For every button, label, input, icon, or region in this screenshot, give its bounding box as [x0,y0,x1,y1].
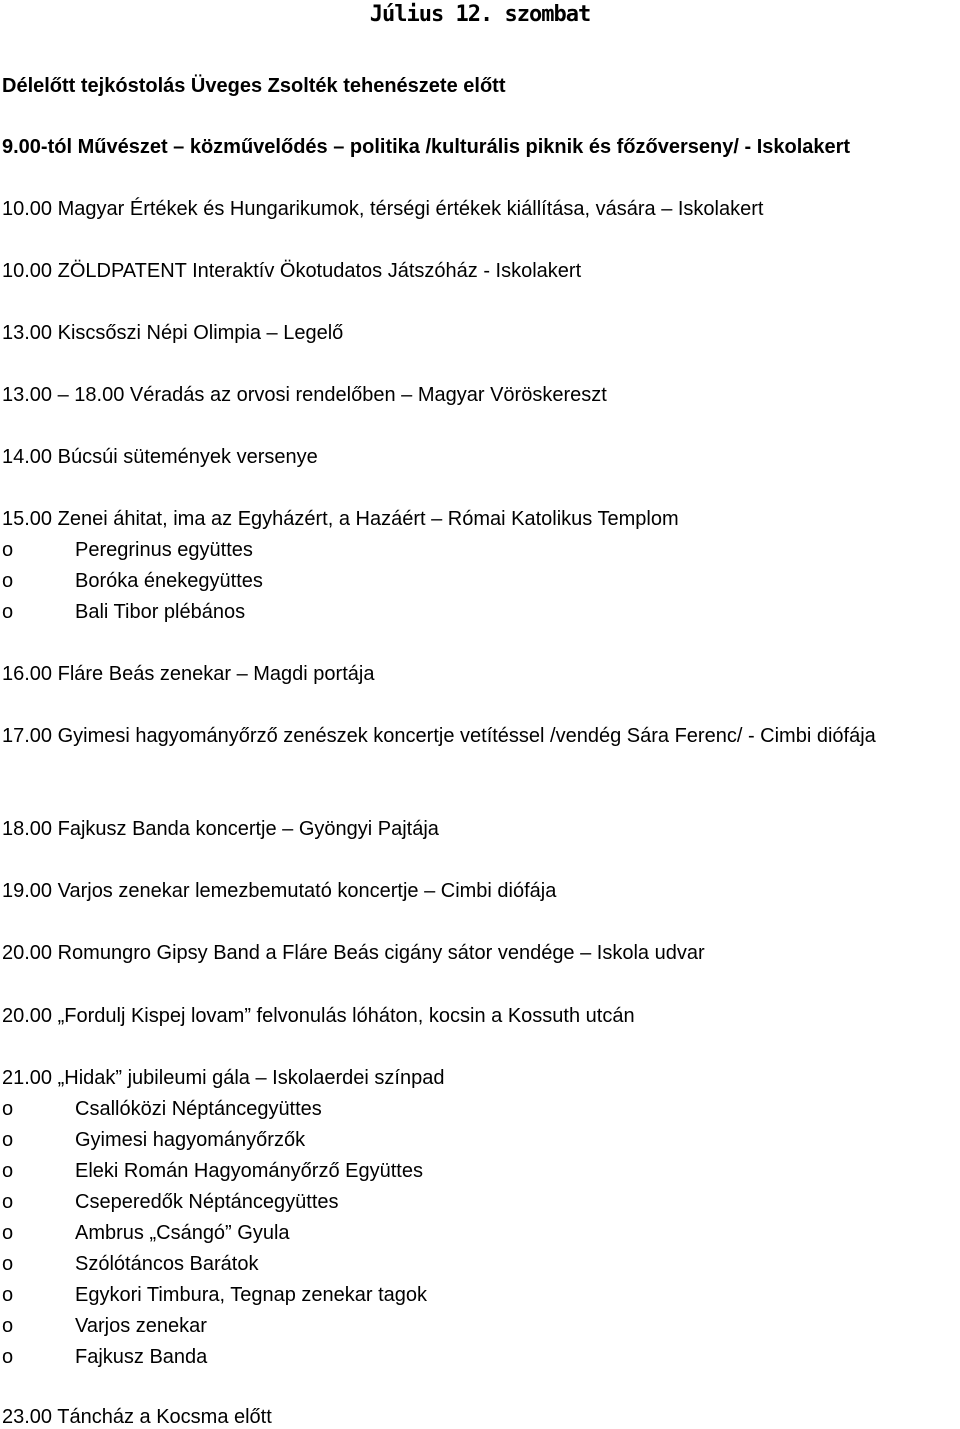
bullet-icon: o [2,1191,14,1213]
program-line: Délelőtt tejkóstolás Üveges Zsolték tehenészete előtt [2,75,506,97]
list-item: o Cseperedők Néptáncegyüttes [2,1191,339,1213]
program-line: 10.00 ZÖLDPATENT Interaktív Ökotudatos Játszóház - Iskolakert [2,260,582,282]
program-line: 10.00 Magyar Értékek és Hungarikumok, térségi értékek kiállítása, vására – Iskolakert [2,198,764,220]
bullet-icon: o [2,1222,14,1244]
program-line: 19.00 Varjos zenekar lemezbemutató koncertje – Cimbi diófája [2,880,557,902]
list-item: o Gyimesi hagyományőrzők [2,1129,306,1151]
list-item: o Csallóközi Néptáncegyüttes [2,1098,322,1120]
program-line: 23.00 Táncház a Kocsma előtt [2,1406,272,1428]
bullet-icon: o [2,1160,14,1182]
list-item: o Ambrus „Csángó” Gyula [2,1222,290,1244]
bullet-icon: o [2,1253,14,1275]
bullet-icon: o [2,1346,14,1368]
program-line: 17.00 Gyimesi hagyományőrző zenészek koncertje vetítéssel /vendég Sára Ferenc/ - Cimbi diófája [2,725,876,747]
list-item: o Egykori Timbura, Tegnap zenekar tagok [2,1284,428,1306]
list-item: o Szólótáncos Barátok [2,1253,259,1275]
bullet-icon: o [2,1284,14,1306]
list-item: o Varjos zenekar [2,1315,207,1337]
program-line: 9.00-tól Művészet – közművelődés – politika /kulturális piknik és főzőverseny/ - Iskolakert [2,136,851,158]
program-line: 21.00 „Hidak” jubileumi gála – Iskolaerdei színpad [2,1067,445,1089]
program-line: 18.00 Fajkusz Banda koncertje – Gyöngyi Pajtája [2,818,439,840]
program-line: 13.00 Kiscsőszi Népi Olimpia – Legelő [2,322,344,344]
bullet-icon: o [2,1098,14,1120]
list-item: o Bali Tibor plébános [2,601,246,623]
program-line: 16.00 Fláre Beás zenekar – Magdi portája [2,663,375,685]
program-line: 14.00 Búcsúi sütemények versenye [2,446,318,468]
page-title: Július 12. szombat [369,2,591,27]
bullet-icon: o [2,1129,14,1151]
list-item: o Eleki Román Hagyományőrző Együttes [2,1160,423,1182]
bullet-icon: o [2,539,14,561]
program-line: 13.00 – 18.00 Véradás az orvosi rendelőben – Magyar Vöröskereszt [2,384,607,406]
bullet-icon: o [2,570,14,592]
program-line: 20.00 Romungro Gipsy Band a Fláre Beás cigány sátor vendége – Iskola udvar [2,942,705,964]
bullet-icon: o [2,1315,14,1337]
list-item: o Boróka énekegyüttes [2,570,263,592]
bullet-icon: o [2,601,14,623]
program-line: 20.00 „Fordulj Kispej lovam” felvonulás lóháton, kocsin a Kossuth utcán [2,1005,635,1027]
list-item: o Fajkusz Banda [2,1346,208,1368]
list-item: o Peregrinus együttes [2,539,253,561]
program-line: 15.00 Zenei áhitat, ima az Egyházért, a Hazáért – Római Katolikus Templom [2,508,679,530]
